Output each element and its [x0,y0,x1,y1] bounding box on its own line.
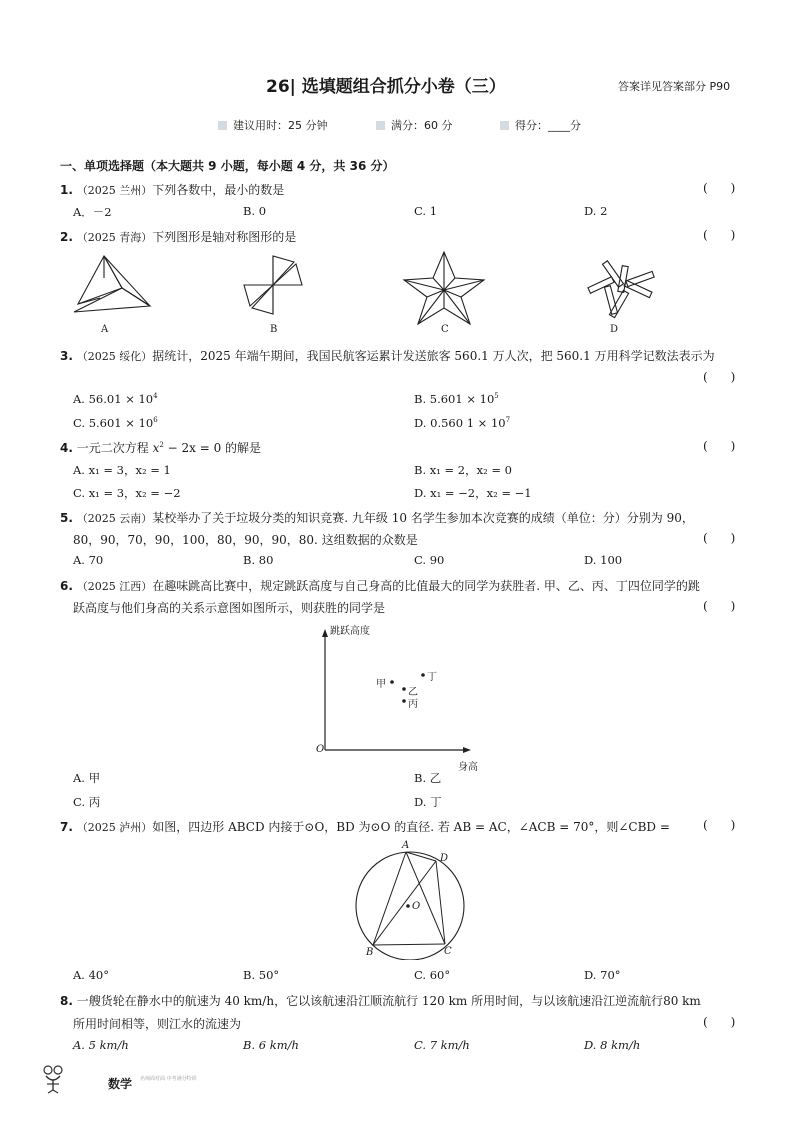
question-source: （2025 云南） [76,512,153,525]
question-text: 据统计，2025 年端午期间，我国民航客运累计发送旅客 560.1 万人次，把 560.1 万用科学记数法表示为 [152,349,715,363]
question-6 [60,577,700,594]
full-score [376,117,453,133]
question-number: 4. [60,441,73,455]
figure-d-label: D [610,324,619,335]
question-source: （2025 泸州） [76,821,153,834]
question-source: （2025 青海） [76,231,153,244]
question-text: 某校举办了关于垃圾分类的知识竞赛. 九年级 10 名学生参加本次竞赛的成绩（单位：分）分别为 90， [152,511,694,525]
answer-bracket[interactable]: ( ) [703,228,736,242]
question-text: 下列图形是轴对称图形的是 [152,230,297,244]
answer-bracket[interactable]: ( ) [703,1015,736,1029]
question-6-line2: 跃高度与他们身高的关系示意图如图所示，则获胜的同学是 [73,601,386,615]
option-a[interactable]: A. 甲 [73,771,101,785]
option-c[interactable]: C. 丙 [73,795,101,809]
obtained-score [500,117,581,133]
answer-bracket[interactable]: ( ) [703,599,736,613]
answer-reference: 答案详见答案部分 P90 [618,80,731,93]
question-number: 3. [60,349,73,363]
option-d[interactable]: D. 70° [584,968,621,982]
option-d[interactable]: D. 2 [584,204,608,218]
question-number: 2. [60,230,73,244]
option-a[interactable]: A. 70 [73,553,104,567]
option-c[interactable]: C. x₁ = 3，x₂ = −2 [73,486,181,500]
segment-ac [406,852,445,944]
segment-dc [436,861,445,944]
question-number: 1. [60,183,73,197]
option-c[interactable]: C. 90 [414,553,445,567]
figure-c-label: C [441,324,449,335]
answer-bracket[interactable]: ( ) [703,439,736,453]
question-5-line2: 80，90，70，90，100，80，90，90，80. 这组数据的众数是 [73,533,418,547]
question-8-line2: 所用时间相等，则江水的流速为 [73,1017,242,1031]
option-b[interactable]: B. 6 km/h [243,1038,299,1052]
suggested-time-text: 建议用时：25 分钟 [233,119,328,132]
label-yi: 乙 [408,687,418,698]
option-a[interactable]: A. $56.01 \times 10^4$ [73,392,158,406]
q6-scatter [310,620,480,760]
question-1 [60,181,284,198]
question-source: （2025 兰州） [76,184,153,197]
q2-figures [60,248,760,343]
option-b[interactable]: B. 80 [243,553,274,567]
footer-subject: 数学 [108,1077,133,1091]
question-8 [60,992,701,1009]
answer-bracket[interactable]: ( ) [703,818,736,832]
answer-bracket[interactable]: ( ) [703,531,736,545]
center-o [406,904,410,908]
option-a[interactable]: A．－2 [73,205,112,219]
figure-a [74,256,150,312]
segment-ab [373,852,406,945]
question-2 [60,228,296,245]
point-jia [390,680,394,684]
question-7 [60,818,670,835]
option-d[interactable]: D. 100 [584,553,623,567]
pen-icon [500,121,509,130]
point-yi [402,687,406,691]
label-d: D [440,853,449,864]
label-c: C [444,946,452,957]
question-text: 在趣味跳高比赛中，规定跳跃高度与自己身高的比值最大的同学为获胜者. 甲、乙、丙、丁四位同学的跳 [152,579,700,593]
option-d[interactable]: D. 丁 [414,795,442,809]
option-b[interactable]: B. 0 [243,204,267,218]
label-ding: 丁 [427,672,437,683]
option-c[interactable]: C. 7 km/h [414,1038,470,1052]
segment-bc [373,944,445,945]
option-c[interactable]: C. $5.601 \times 10^6$ [73,416,158,430]
y-axis-arrow [322,629,328,637]
label-b: B [366,947,374,958]
label-jia: 甲 [376,679,386,690]
answer-bracket[interactable]: ( ) [703,370,736,384]
suggested-time [218,117,328,133]
option-a[interactable]: A. 40° [73,968,109,982]
option-b[interactable]: B. 乙 [414,771,442,785]
option-a[interactable]: A. 5 km/h [73,1038,129,1052]
footer-series: 名师面对面 中考满分特训 [140,1076,197,1082]
x-axis-arrow [463,747,471,753]
option-c[interactable]: C. 60° [414,968,451,982]
option-b[interactable]: B. 50° [243,968,280,982]
figure-d [588,261,654,318]
question-number: 5. [60,511,73,525]
question-text: 如图，四边形 ABCD 内接于⊙O，BD 为⊙O 的直径. 若 AB = AC，∠ACB = 70°，则∠CBD = [152,820,670,834]
clock-icon [218,121,227,130]
figure-b-label: B [270,324,278,335]
question-text: 下列各数中，最小的数是 [152,183,285,197]
figure-c [404,252,484,324]
q7-circle-figure [350,840,470,960]
option-b[interactable]: B. $5.601 \times 10^5$ [414,392,499,406]
option-c[interactable]: C. 1 [414,204,438,218]
label-o: O [412,901,421,912]
question-number: 8. [60,994,73,1008]
point-ding [421,673,425,677]
option-d[interactable]: D. x₁ = −2，x₂ = −1 [414,486,532,500]
origin-label: O [316,744,325,755]
obtained-score-text: 得分：____分 [515,119,581,132]
label-bing: 丙 [408,699,418,710]
figure-a-label: A [101,324,109,335]
option-d[interactable]: D. 0.560 $1 \times 10^7$ [414,416,511,430]
mascot-icon [38,1062,68,1094]
option-d[interactable]: D. 8 km/h [584,1038,641,1052]
question-number: 7. [60,820,73,834]
section-heading: 一、单项选择题（本大题共 9 小题，每小题 4 分，共 36 分） [60,159,395,173]
y-axis-label: 跳跃高度 [330,626,370,637]
segment-bd [373,861,436,945]
option-b[interactable]: B. x₁ = 2，x₂ = 0 [414,463,512,477]
question-5 [60,509,694,526]
question-4: 4. 一元二次方程 $x^2 - 2x = 0$ 的解是 [60,441,262,455]
figure-b [244,256,302,314]
circle-o [356,852,464,960]
question-number: 6. [60,579,73,593]
point-bing [402,699,406,703]
label-a: A [402,840,410,851]
answer-bracket[interactable]: ( ) [703,181,736,195]
x-axis-label: 身高 [458,762,478,773]
option-a[interactable]: A. x₁ = 3，x₂ = 1 [73,463,171,477]
page-title: 26| 选填题组合抓分小卷（三） [266,77,506,97]
full-score-text: 满分：60 分 [391,119,453,132]
question-text: 一艘货轮在静水中的航速为 40 km/h，它以该航速沿江顺流航行 120 km 所用时间，与以该航速沿江逆流航行80 km [76,994,701,1008]
question-3 [60,347,715,364]
score-icon [376,121,385,130]
question-source: （2025 江西） [76,580,153,593]
question-source: （2025 绥化） [76,350,153,363]
